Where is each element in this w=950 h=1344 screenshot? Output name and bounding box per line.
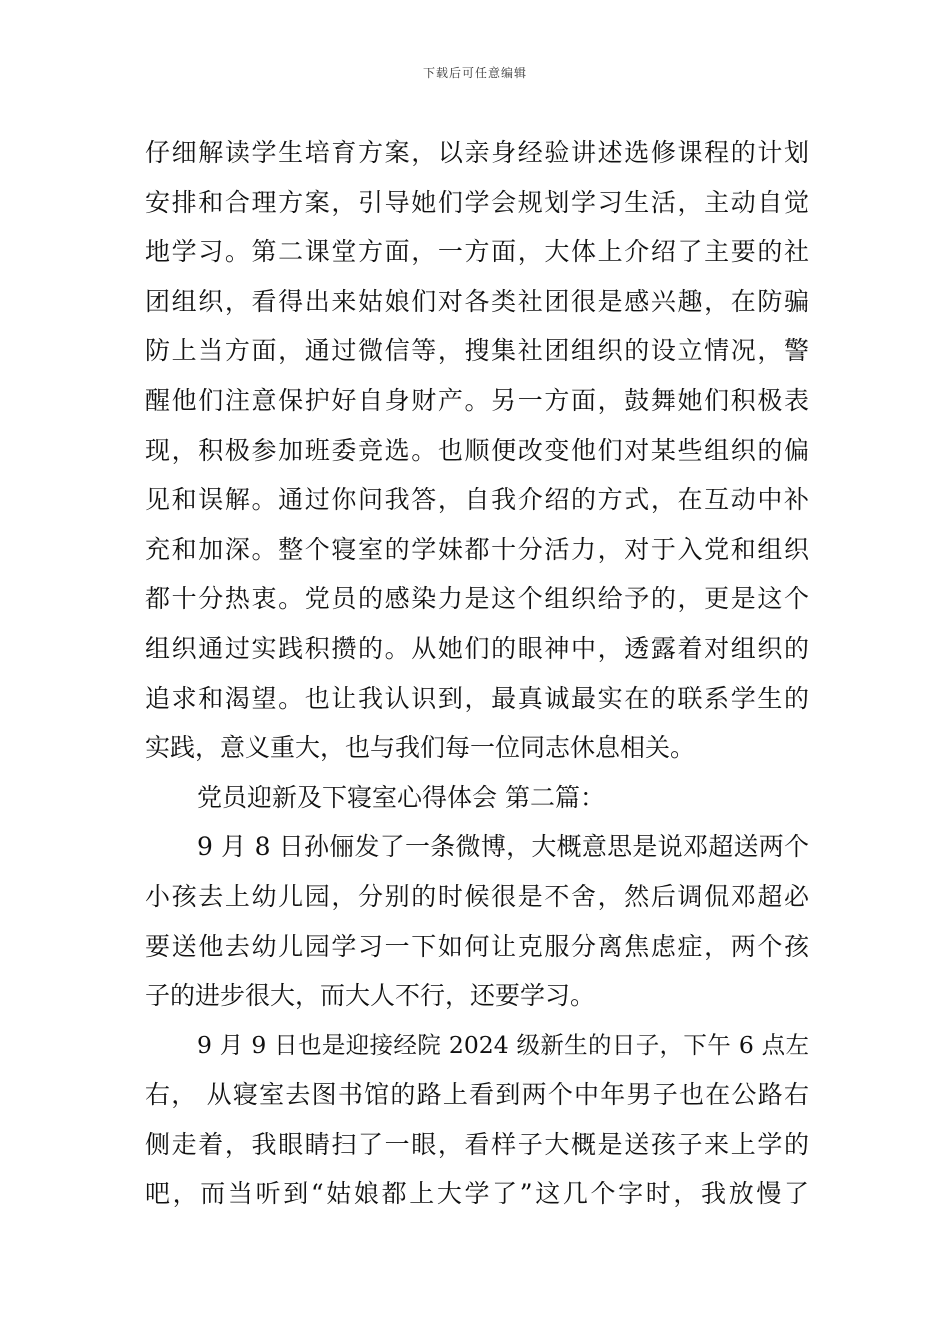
- text-line: 醒他们注意保护好自身财产。另一方面，鼓舞她们积极表: [145, 385, 809, 415]
- page-header: 下载后可任意编辑: [422, 66, 527, 80]
- text-line: 9 月 9 日也是迎接经院 2024 级新生的日子，下午 6 点左: [197, 1030, 809, 1059]
- text-line: 要送他去幼儿园学习一下如何让克服分离焦虑症，两个孩: [145, 931, 809, 961]
- document-body: [145, 128, 809, 1219]
- text-line: 现，积极参加班委竞选。也顺便改变他们对某些组织的偏: [145, 435, 809, 465]
- text-line: 仔细解读学生培育方案，以亲身经验讲述选修课程的计划: [145, 138, 809, 167]
- text-line: 安排和合理方案，引导她们学会规划学习生活，主动自觉: [145, 187, 809, 217]
- text-line: 见和误解。通过你问我答，自我介绍的方式，在互动中补: [145, 485, 809, 515]
- text-line: 追求和渴望。也让我认识到，最真诚最实在的联系学生的: [145, 683, 809, 713]
- text-line: 防上当方面，通过微信等，搜集社团组织的设立情况，警: [145, 336, 809, 366]
- text-line: 团组织，看得出来姑娘们对各类社团很是感兴趣，在防骗: [145, 286, 809, 316]
- text-line: 都十分热衷。党员的感染力是这个组织给予的，更是这个: [145, 584, 809, 614]
- text-line: 侧走着，我眼睛扫了一眼，看样子大概是送孩子来上学的: [145, 1129, 809, 1159]
- text-line: 地学习。第二课堂方面，一方面，大体上介绍了主要的社: [145, 237, 809, 267]
- section-heading: 党员迎新及下寝室心得体会 第二篇：: [197, 782, 605, 812]
- text-line: 组织通过实践积攒的。从她们的眼神中，透露着对组织的: [145, 633, 809, 663]
- text-line: 充和加深。整个寝室的学妹都十分活力，对于入党和组织: [145, 534, 809, 564]
- text-line: 吧，而当听到“姑娘都上大学了”这几个字时，我放慢了: [145, 1179, 809, 1209]
- text-line: 9 月 8 日孙俪发了一条微博，大概意思是说邓超送两个: [197, 832, 809, 862]
- text-line: 小孩去上幼儿园，分别的时候很是不舍，然后调侃邓超必: [145, 881, 809, 911]
- text-line: 子的进步很大，而大人不行，还要学习。: [145, 981, 596, 1011]
- text-line: 右， 从寝室去图书馆的路上看到两个中年男子也在公路右: [145, 1080, 809, 1110]
- text-line: 实践，意义重大，也与我们每一位同志休息相关。: [145, 733, 696, 763]
